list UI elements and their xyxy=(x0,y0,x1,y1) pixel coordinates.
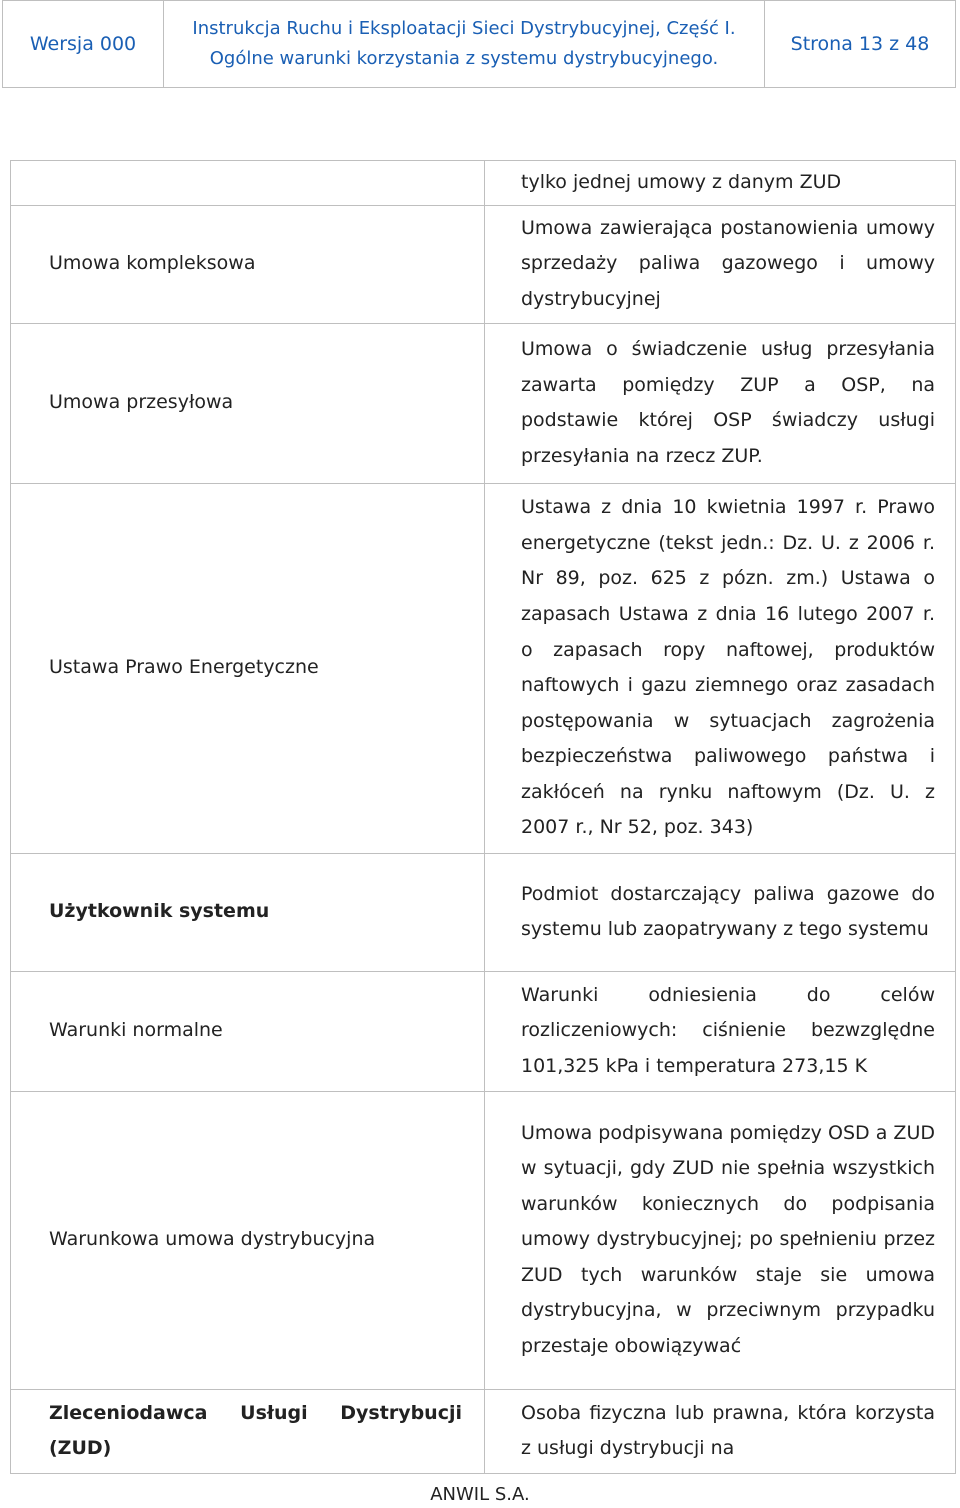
definition-cell: tylko jednej umowy z danym ZUD xyxy=(485,161,956,206)
document-title xyxy=(164,1,765,87)
page-footer: ANWIL S.A. xyxy=(430,1484,530,1505)
term-cell: Warunkowa umowa dystrybucyjna xyxy=(11,1091,485,1389)
term-cell xyxy=(11,161,485,206)
definition-cell: Podmiot dostarczający paliwa gazowe do systemu lub zaopatrywany z tego systemu xyxy=(485,853,956,971)
table-row xyxy=(11,1389,956,1473)
definition-cell: Ustawa z dnia 10 kwietnia 1997 r. Prawo energetyczne (tekst jedn.: Dz. U. z 2006 r. Nr 89, poz. 625 z pózn. zm.) Ustawa o zapasach Ustawa z dnia 16 lutego 2007 r. o zapasach ropy naftowej, produktów naftowych i gazu ziemnego oraz zasadach postępowania w sytuacjach zagrożenia bezpieczeństwa paliwowego państwa i zakłóceń na rynku naftowym (Dz. U. z 2007 r., Nr 52, poz. 343) xyxy=(485,483,956,853)
term-cell xyxy=(11,1389,485,1473)
page-number: Strona 13 z 48 xyxy=(790,33,930,55)
definition-cell: Osoba fizyczna lub prawna, która korzysta z usługi dystrybucji na xyxy=(485,1389,956,1473)
table-row xyxy=(11,971,956,1091)
document-title-line1: Instrukcja Ruchu i Eksploatacji Sieci Dystrybucyjnej, Część I. xyxy=(192,18,736,39)
table-row xyxy=(11,483,956,853)
definition-cell: Umowa podpisywana pomiędzy OSD a ZUD w sytuacji, gdy ZUD nie spełnia wszystkich warunków koniecznych do podpisania umowy dystrybucyjnej; po spełnieniu przez ZUD tych warunków staje sie umowa dystrybucyjna, w przeciwnym przypadku przestaje obowiązywać xyxy=(485,1091,956,1389)
term-cell: Umowa kompleksowa xyxy=(11,205,485,323)
table-row xyxy=(11,1091,956,1389)
table-row xyxy=(11,323,956,483)
page-header xyxy=(2,0,956,88)
term-text: Zleceniodawca Usługi Dystrybucji (ZUD) xyxy=(49,1401,462,1460)
definition-cell: Umowa zawierająca postanowienia umowy sprzedaży paliwa gazowego i umowy dystrybucyjnej xyxy=(485,205,956,323)
definition-cell: Warunki odniesienia do celów rozliczeniowych: ciśnienie bezwzględne 101,325 kPa i temperatura 273,15 K xyxy=(485,971,956,1091)
term-cell: Użytkownik systemu xyxy=(11,853,485,971)
term-cell: Umowa przesyłowa xyxy=(11,323,485,483)
definitions-table xyxy=(10,160,956,1474)
table-row xyxy=(11,161,956,206)
term-cell: Warunki normalne xyxy=(11,971,485,1091)
document-title-line2: Ogólne warunki korzystania z systemu dystrybucyjnego. xyxy=(209,48,719,69)
table-row xyxy=(11,853,956,971)
term-cell: Ustawa Prawo Energetyczne xyxy=(11,483,485,853)
table-row xyxy=(11,205,956,323)
definition-cell: Umowa o świadczenie usług przesyłania zawarta pomiędzy ZUP a OSP, na podstawie której OSP świadczy usługi przesyłania na rzecz ZUP. xyxy=(485,323,956,483)
version-label: Wersja 000 xyxy=(3,1,164,87)
